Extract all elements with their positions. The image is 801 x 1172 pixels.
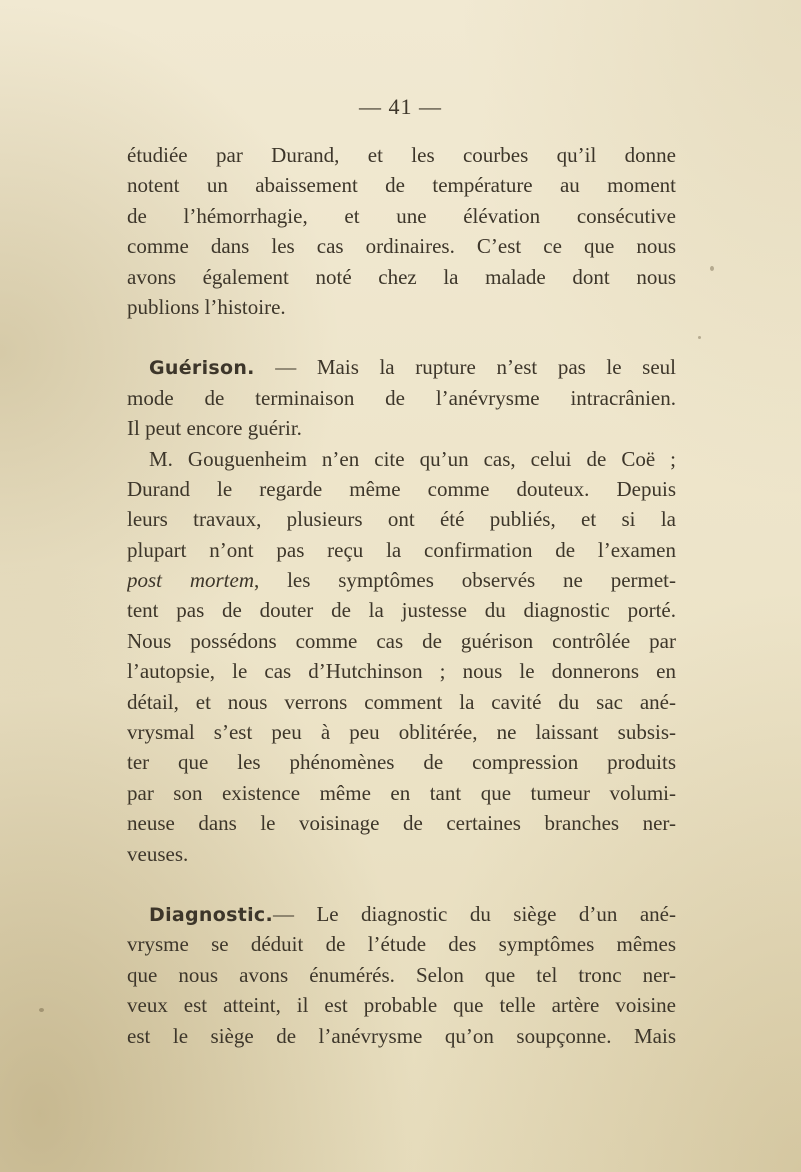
paper-speck xyxy=(698,336,701,339)
page-number: — 41 — xyxy=(359,94,442,119)
text-line: Diagnostic.— Le diagnostic du siège d’un ané- xyxy=(149,901,676,926)
text-line: de l’hémorrhagie, et une élévation consécutive xyxy=(127,203,676,228)
text-line: que nous avons énumérés. Selon que tel tronc ner- xyxy=(127,962,676,987)
text-line: l’autopsie, le cas d’Hutchinson ; nous le donnerons en xyxy=(127,659,676,684)
section-heading-diagnostic: Diagnostic. xyxy=(149,903,273,926)
text-line: vrysmal s’est peu à peu oblitérée, ne laissant subsis- xyxy=(127,720,676,745)
text-line: neuse dans le voisinage de certaines branches ner- xyxy=(127,811,676,836)
text-line: Durand le regarde même comme douteux. Depuis xyxy=(127,476,676,501)
paper-speck xyxy=(39,1008,44,1012)
text-line: leurs travaux, plusieurs ont été publiés, et si la xyxy=(127,507,676,532)
paper-speck xyxy=(710,266,714,271)
paragraph-diagnostic xyxy=(127,899,676,1051)
paragraph-guerison xyxy=(127,352,676,443)
text-line: est le siège de l’anévrysme qu’on soupçonne. Mais xyxy=(127,1023,676,1048)
text-line: tent pas de douter de la justesse du diagnostic porté. xyxy=(127,598,676,623)
text-line: Nous possédons comme cas de guérison contrôlée par xyxy=(127,628,676,653)
body-text xyxy=(127,140,676,1051)
text-line: par son existence même en tant que tumeur volumi- xyxy=(127,780,676,805)
text-line: veux est atteint, il est probable que telle artère voisine xyxy=(127,993,676,1018)
text-line: plupart n’ont pas reçu la confirmation de l’examen xyxy=(127,537,676,562)
text-line: comme dans les cas ordinaires. C’est ce que nous xyxy=(127,234,676,259)
italic-phrase: post mortem xyxy=(127,568,254,593)
paragraph-1 xyxy=(127,140,676,322)
text-line: veuses. xyxy=(127,841,189,866)
text-line: publions l’histoire. xyxy=(127,294,286,319)
text-line: vrysme se déduit de l’étude des symptômes mêmes xyxy=(127,932,676,957)
text-line: ter que les phénomènes de compression produits xyxy=(127,750,676,775)
text-line: Guérison. — Mais la rupture n’est pas le seul xyxy=(149,355,676,380)
paragraph-3 xyxy=(127,444,676,869)
text-line: mode de terminaison de l’anévrysme intracrânien. xyxy=(127,385,676,410)
section-heading-guerison: Guérison. xyxy=(149,357,255,380)
text-line: post mortem, les symptômes observés ne permet- xyxy=(127,568,676,593)
text-line: étudiée par Durand, et les courbes qu’il donne xyxy=(127,143,676,167)
text-line: détail, et nous verrons comment la cavité du sac ané- xyxy=(127,689,676,714)
text-line: M. Gouguenheim n’en cite qu’un cas, celui de Coë ; xyxy=(149,446,676,471)
text-line: avons également noté chez la malade dont nous xyxy=(127,264,676,289)
text-line: Il peut encore guérir. xyxy=(127,416,302,441)
text-line: notent un abaissement de température au moment xyxy=(127,173,676,198)
